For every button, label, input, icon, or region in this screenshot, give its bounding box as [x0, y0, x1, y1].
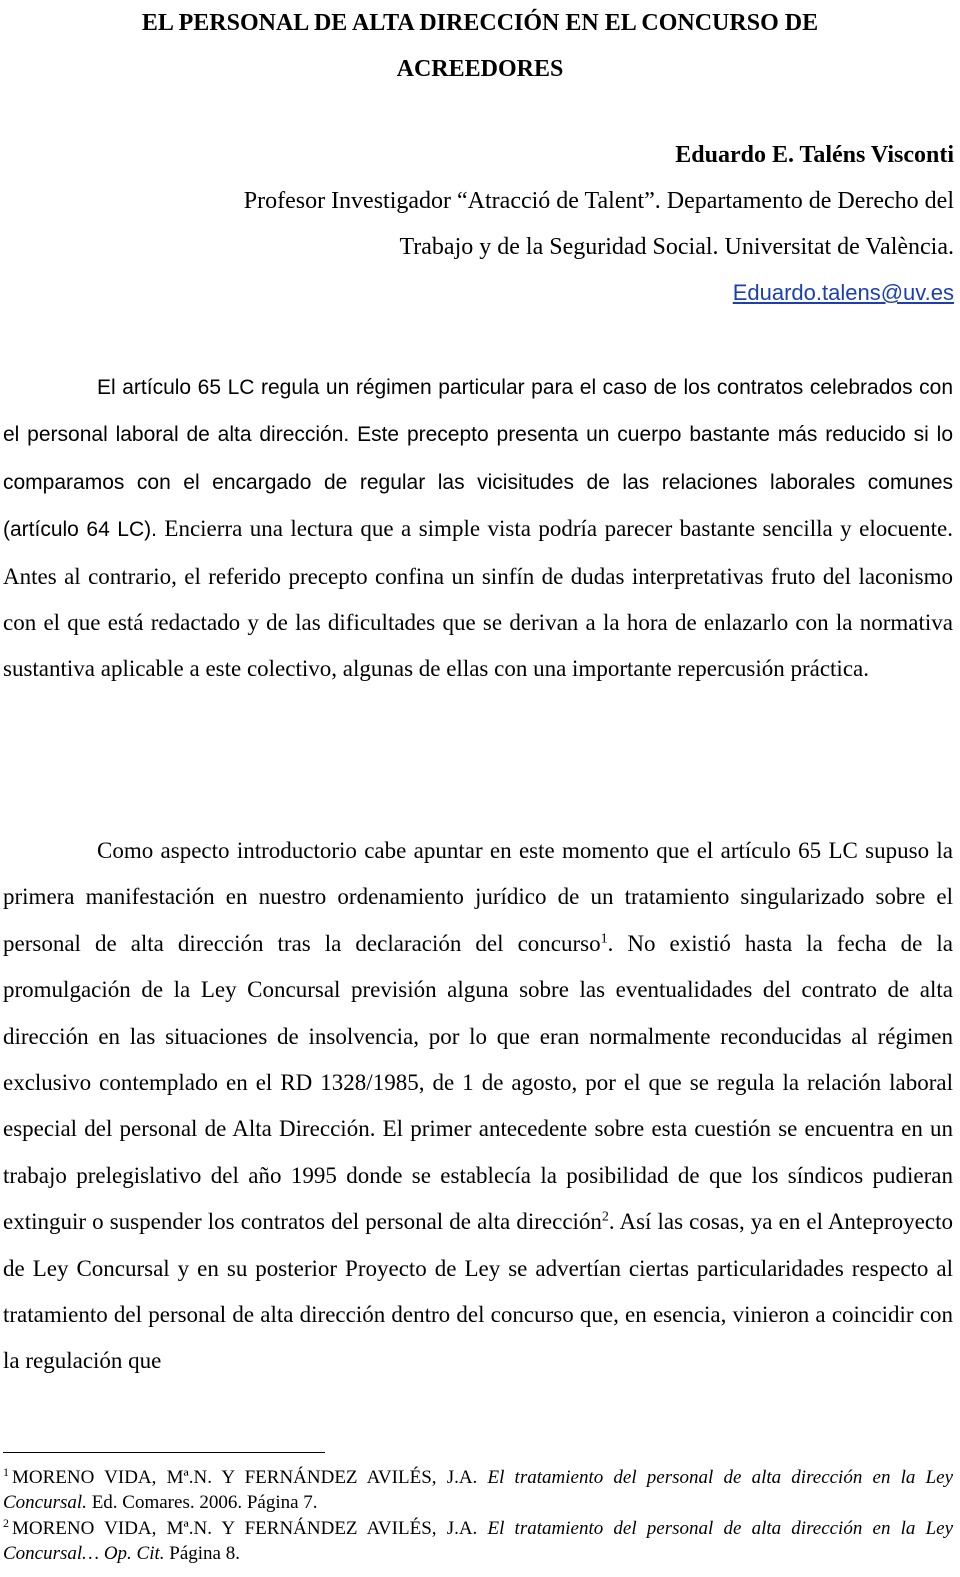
footnote-1-details: Ed. Comares. 2006. Página 7. — [86, 1492, 318, 1513]
footnote-separator — [3, 1452, 325, 1453]
body-paragraph-1 — [3, 364, 953, 693]
author-affiliation-line-1: Profesor Investigador “Atracció de Talent”. Departamento de Derecho del — [243, 188, 954, 214]
author-name: Eduardo E. Taléns Visconti — [675, 142, 954, 168]
footnote-1-authors: MORENO VIDA, Mª.N. Y FERNÁNDEZ AVILÉS, J.A. — [12, 1467, 478, 1488]
footnote-ref-2[interactable]: 2 — [601, 1209, 609, 1225]
body-paragraph-2 — [3, 828, 953, 1385]
footnote-ref-1[interactable]: 1 — [600, 931, 608, 947]
footnote-1-number: 1 — [3, 1464, 9, 1479]
author-email-link[interactable]: Eduardo.talens@uv.es — [732, 280, 954, 305]
paragraph-2-text-b: . No existió hasta la fecha de la promulgación de la Ley Concursal previsión alguna sobre las eventualidades del contrato de alta dirección en las situaciones de insolvencia, por lo que eran normalmente reconducidas al régimen exclusivo contemplado en el RD 1328/1985, de 1 de agosto, por el que se regula la relación laboral especial del personal de Alta Dirección. El primer antecedente sobre esta cuestión se encuentra en un trabajo prelegislativo del año 1995 donde se establecía la posibilidad de que los síndicos pudieran extinguir o suspender los contratos del personal de alta dirección — [3, 930, 954, 1235]
footnote-1 — [3, 1465, 953, 1515]
paragraph-1-sans-text: El artículo 65 LC regula un régimen particular para el caso de los contratos celebrados con el personal laboral de alta dirección. Este precepto presenta un cuerpo bastante más reducido si lo comparamos con el encargado de regular las vicisitudes de las relaciones laborales comunes (artículo 64 LC). — [3, 376, 953, 542]
paragraph-2-text-c: . Así las cosas, ya en el Anteproyecto de Ley Concursal y en su posterior Proyecto de Ley se advertían ciertas particularidades respecto al tratamiento del personal de alta dirección dentro del concurso que, en esencia, vinieron a coincidir con la regulación que — [3, 1209, 953, 1374]
paragraph-2-text-a: Como aspecto introductorio cabe apuntar en este momento que el artículo 65 LC supuso la primera manifestación en nuestro ordenamiento jurídico de un tratamiento singularizado sobre el personal de alta dirección tras la declaración del concurso — [3, 838, 953, 956]
footnote-2-work-title: El tratamiento del personal de alta dirección en la Ley Concursal… Op. Cit. — [3, 1518, 954, 1564]
author-affiliation-line-2: Trabajo y de la Seguridad Social. Universitat de València. — [399, 234, 954, 260]
paragraph-1-serif-text: Encierra una lectura que a simple vista podría parecer bastante sencilla y elocuente. Antes al contrario, el referido precepto confina un sinfín de dudas interpretativas fruto del laconismo con el que está redactado y de las dificultades que se derivan a la hora de enlazarlo con la normativa sustantiva aplicable a este colectivo, algunas de ellas con una importante repercusión práctica. — [3, 516, 953, 682]
author-block — [124, 132, 954, 316]
footnote-2-details: Página 8. — [164, 1543, 240, 1564]
footnote-2-authors: MORENO VIDA, Mª.N. Y FERNÁNDEZ AVILÉS, J.A. — [12, 1518, 478, 1539]
title-line-1: EL PERSONAL DE ALTA DIRECCIÓN EN EL CONCURSO DE — [141, 10, 819, 36]
document-title — [0, 0, 960, 92]
footnote-2 — [3, 1516, 953, 1566]
footnote-2-number: 2 — [3, 1515, 9, 1530]
footnote-1-work-title: El tratamiento del personal de alta dirección en la Ley Concursal. — [3, 1467, 954, 1513]
title-line-2: ACREEDORES — [396, 56, 564, 82]
